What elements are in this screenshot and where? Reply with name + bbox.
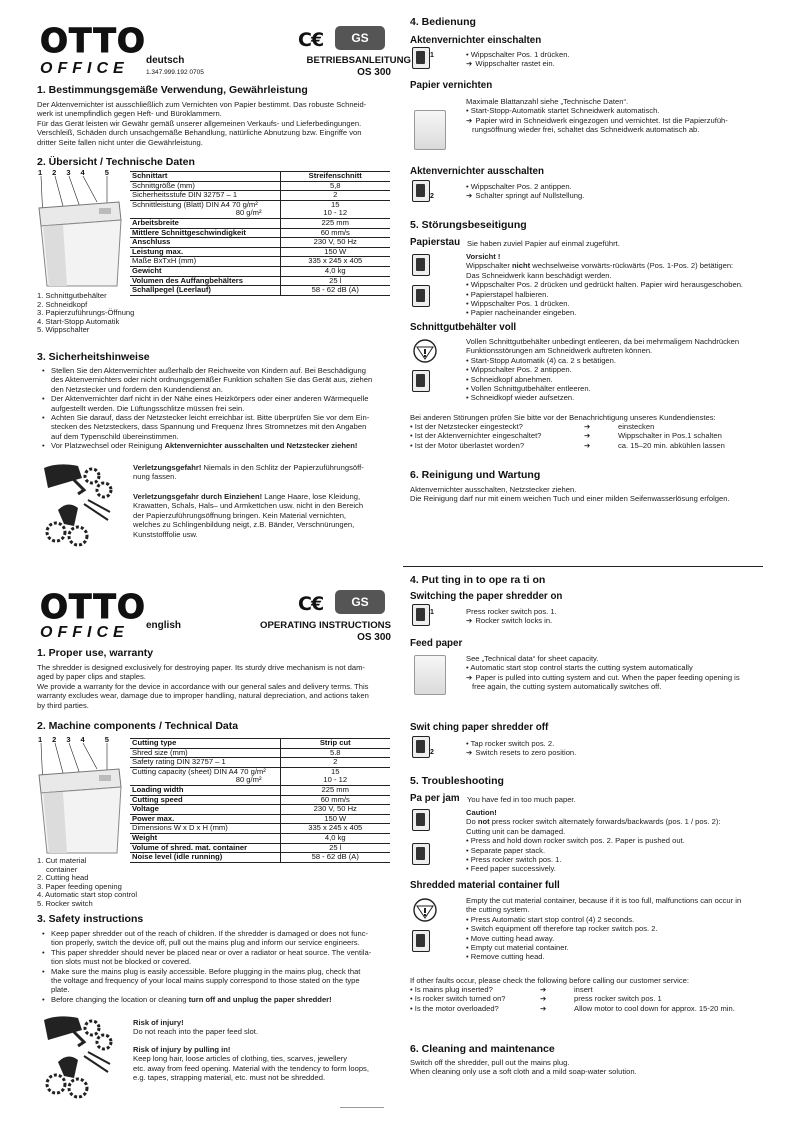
section-5-title: 5. Troubleshooting — [410, 775, 504, 787]
ce-mark: C€ — [298, 593, 324, 615]
section-1-text: The shredder is designed exclusively for destroying paper. Its sturdy drive mechanism is not dam- aged by paper clips and staples. We provide a warranty for the device in accordance with our general sales and delivery terms. This warranty excludes wear, damage due to improper handling, natural depreciation, and actions taken by third parties. — [37, 663, 369, 710]
warning-2: Verletzungsgefahr durch Einziehen! Lange Haare, lose Kleidung, Krawatten, Schals, Hals– und Armkettchen usw. nicht in den Bereich der Papierzuführungsöffnung bringen. Kein Material vernichten, welches zu Schlingenbildung neigt, z.B. Bänder, Verschnürungen, Kunststofffolie usw. — [133, 492, 364, 539]
feed-paper-text: See „Technical data“ for sheet capacity. • Automatic start stop control starts the cutting system automatically ➔ Paper is pulled into cutting system and cut. When the paper feeding opening is free again, the cutting system automatically switches off. — [466, 654, 786, 692]
feed-paper-title: Papier vernichten — [410, 80, 493, 91]
ce-mark: C€ — [298, 29, 324, 51]
parts-list: 1. Schnittgutbehälter 2. Schneidkopf 3. Papierzuführungs-Öffnung 4. Start-Stopp Automatik 5. Wippschalter — [37, 291, 135, 335]
section-2-title: 2. Übersicht / Technische Daten — [37, 156, 195, 168]
warning-hand-icon — [38, 460, 118, 550]
pos-label: 1 — [430, 609, 434, 616]
container-full-text: Empty the cut material container, because if it is too full, malfunctions can occur in the cutting system. • Press Automatic start stop control (4) 2 seconds. • Switch equipment off therefore tap rocker switch pos. 2. • Move cutting head away. • Empty cut material container. • Remove cutting head. — [466, 896, 742, 962]
feed-paper-text: Maximale Blattanzahl siehe „Technische Daten“. • Start-Stopp-Automatik startet Schneidwerk automatisch. ➔ Papier wird in Schneidwerk eingezogen und vernichtet. Ist die Papierzufüh- rungsöffnung wieder frei, schaltet das Schneidwerk automatisch ab. — [466, 97, 766, 135]
section-1-title: 1. Bestimmungsgemäße Verwendung, Gewährleistung — [37, 84, 308, 96]
rocker-switch-icon — [412, 285, 430, 307]
part-numbers: 1 2 3 4 5 — [38, 168, 109, 177]
rocker-switch-icon — [412, 843, 430, 865]
other-faults-intro: Bei anderen Störungen prüfen Sie bitte vor der Benachrichtigung unseres Kundendienstes: — [410, 413, 716, 422]
doc-title: OPERATING INSTRUCTIONS — [260, 620, 391, 631]
logo-otto: OTTO — [40, 21, 146, 60]
checklist: • Ist der Netzstecker eingesteckt?➔ einstecken • Ist der Aktenvernichter eingeschaltet?➔ Wippschalter in Pos.1 schalten • Ist der Motor überlastet worden?➔ ca. 15–20 min. abkühlen lassen — [410, 422, 790, 450]
pos-label: 2 — [430, 193, 434, 200]
pos-label: 1 — [430, 52, 434, 59]
container-full-title: Shredded material container full — [410, 880, 560, 891]
warning-1: Verletzungsgefahr! Niemals in den Schlitz der Papierzuführungsöff- nung fassen. — [133, 463, 364, 482]
safety-list: • Keep paper shredder out of the reach of children. If the shredder is damaged or does not func- tion properly, switch the device off, pull out the mains plug and inform our service engineers. • This paper shredder should never be placed near or over a radiator or heat source. The ventila- tion slots must not be blocked or covered. • Make sure the mains plug is easily accessible. Before plugging in the mains plug, check that the voltage and frequency of your local mains supply correspond to those stated on the type plate. • Before changing the location or cleaning turn off and unplug the paper shredder! — [40, 929, 396, 1004]
paper-jam-title: Pa per jam — [410, 793, 460, 804]
safety-list: • Stellen Sie den Aktenvernichter außerhalb der Reichweite von Kindern auf. Bei Beschädigung des Aktenvernichters oder nicht ordnungsgemäßer Funktion schalten Sie das Gerät aus, ziehen den Netzstecker und fordern den Kundendienst an. • Der Aktenvernichter darf nicht in der Nähe eines Heizkörpers oder einer anderen Wärmequelle aufgestellt werden. Die Lüftungsschlitze müssen frei sein. • Achten Sie darauf, dass der Netzstecker leicht erreichbar ist. Bitte überprüfen Sie vor dem Ein- stecken des Netzsteckers, dass Spannung und Frequenz Ihres Stromnetzes mit den Angaben auf dem Typenschild übereinstimmen. • Vor Platzwechsel oder Reinigung Aktenvernichter ausschalten und Netzstecker ziehen! — [40, 366, 396, 451]
gs-mark: GS — [335, 26, 385, 50]
switch-on-title: Aktenvernichter einschalten — [410, 35, 542, 46]
section-3-title: 3. Sicherheitshinweise — [37, 351, 150, 363]
paper-jam-title: Papierstau — [410, 237, 461, 248]
rocker-switch-icon — [412, 180, 430, 202]
rocker-switch-icon — [412, 930, 430, 952]
warning-2: Risk of injury by pulling in! Keep long hair, loose articles of clothing, ties, scarves, jewellery etc. away from feed opening. Material with the tendency to form loops, e.g. tapes, strapping material, etc. must not be shredded. — [133, 1045, 369, 1083]
paper-jam-subtitle: You have fed in too much paper. — [467, 795, 576, 804]
switch-off-text: • Tap rocker switch pos. 2. ➔ Switch resets to zero position. — [466, 739, 766, 758]
rocker-switch-icon — [412, 47, 430, 69]
pos-label: 2 — [430, 749, 434, 756]
section-5-title: 5. Störungsbeseitigung — [410, 219, 527, 231]
section-1-text: Der Aktenvernichter ist ausschließlich zum Vernichten von Papier bestimmt. Das robuste Schneid- werk ist unempfindlich gegen Heft- und Büroklammern. Für das Gerät leisten wir Gewähr gemäß unserer allgemeinen Verkaufs- und Lieferbedingungen. Verschleiß, Schäden durch unsachgemäße Behandlung, natürliche Abnutzung bzw. Eingriffe von dritter Seite fallen nicht unter die Gewährleistung. — [37, 100, 367, 147]
article-number: 1.347.999.192 0705 — [146, 69, 204, 76]
switch-on-text: Press rocker switch pos. 1. ➔ Rocker switch locks in. — [466, 607, 766, 626]
model-name: OS 300 — [357, 67, 391, 78]
switch-on-text: • Wippschalter Pos. 1 drücken. ➔ Wippschalter rastet ein. — [466, 50, 766, 69]
container-full-title: Schnittgutbehälter voll — [410, 322, 517, 333]
tech-data-table: Schnittart Streifenschnitt Schnittgröße (mm) 5,8 Sicherheitsstufe DIN 32757 – 1 2 Schnittleistung (Blatt) DIN A4 70 g/m² 15 80 g/m² 10 - 12 Arbeitsbreite 225 mm Mittlere Schnittgeschwindigkeit 60 mm/s Anschluss 230 V, 50 Hz Leistung max. 150 W Maße BxTxH (mm) 335 x 245 x 405 Gewicht 4,0 kg Volumen des Auffangbehälters 25 l Schallpegel (Leerlauf) 58 - 62 dB (A) — [130, 171, 390, 296]
page-en — [0, 567, 802, 1134]
section-6-title-visible: 6. Cleaning and maintenance — [410, 1043, 555, 1055]
switch-off-title: Aktenvernichter ausschalten — [410, 166, 544, 177]
shredder-small-icon — [414, 655, 446, 695]
language-label: deutsch — [146, 55, 185, 66]
warning-hand-icon — [38, 1012, 118, 1102]
tech-data-table: Cutting type Strip cut Shred size (mm) 5.8 Safety rating DIN 32757 – 1 2 Cutting capacity (sheet) DIN A4 70 g/m² 15 80 g/m² 10 - 12 Loading width 225 mm Cutting speed 60 mm/s Voltage 230 V, 50 Hz Power max. 150 W Dimensions W x D x H (mm) 335 x 245 x 405 Weight 4,0 kg Volume of shred. mat. container 25 l Noise level (idle running) 58 - 62 dB (A) — [130, 738, 390, 863]
paper-jam-text: Vorsicht ! Wippschalter nicht wechselweise vorwärts-rückwärts (Pos. 1-Pos. 2) betätigen: Das Schneidwerk kann beschädigt werden. • Wippschalter Pos. 2 drücken und gedrückt halten. Papier wird herausgeschoben. • Papierstapel halbieren. • Wippschalter Pos. 1 drücken. • Papier nacheinander eingeben. — [466, 252, 744, 318]
other-faults-intro: If other faults occur, please check the following before calling our customer service: — [410, 976, 689, 985]
part-numbers: 1 2 3 4 5 — [38, 735, 109, 744]
section-6-text: Aktenvernichter ausschalten, Netzstecker ziehen. Die Reinigung darf nur mit einem weichen Tuch und einer milden Seifenwasserlösung erfolgen. — [410, 485, 730, 504]
rocker-switch-icon — [412, 604, 430, 626]
section-4-title: 4. Bedienung — [410, 16, 476, 28]
caution-icon — [412, 897, 438, 923]
paper-jam-subtitle: Sie haben zuviel Papier auf einmal zugeführt. — [467, 239, 620, 248]
paper-jam-text: Caution! Do not press rocker switch alternately forwards/backwards (pos. 1 / pos. 2): Cutting unit can be damaged. • Press and hold down rocker switch pos. 2. Paper is pushed out. • Separate paper stack. • Press rocker switch pos. 1. • Feed paper successively. — [466, 808, 721, 874]
section-2-title: 2. Machine components / Technical Data — [37, 720, 239, 732]
rocker-switch-icon — [412, 370, 430, 392]
switch-on-title: Switching the paper shredder on — [410, 591, 563, 602]
language-label: english — [146, 620, 182, 631]
container-full-text: Vollen Schnittgutbehälter unbedingt entleeren, da bei mehrmaligem Nachdrücken Funktionsstörungen am Schneidwerk auftreten können. • Start-Stopp Automatik (4) ca. 2 s betätigen. • Wippschalter Pos. 2 antippen. • Schneidkopf abnehmen. • Vollen Schnittgutbehälter entleeren. • Schneidkopf wieder aufsetzen. — [466, 337, 740, 403]
logo-office: OFFICE — [40, 624, 129, 641]
section-6-title: 6. Reinigung und Wartung — [410, 469, 541, 481]
section-1-title: 1. Proper use, warranty — [37, 647, 154, 659]
caution-icon — [412, 338, 438, 364]
feed-paper-title: Feed paper — [410, 638, 463, 649]
rocker-switch-icon — [412, 736, 430, 758]
parts-list: 1. Cut material container 2. Cutting head 3. Paper feeding opening 4. Automatic start stop control 5. Rocker switch — [37, 856, 138, 908]
doc-title: BETRIEBSANLEITUNG — [306, 55, 411, 66]
section-4-title: 4. Put ting in to ope ra ti on — [410, 574, 546, 586]
shredder-illustration — [33, 743, 125, 855]
bottom-line — [340, 1107, 384, 1108]
gs-mark: GS — [335, 590, 385, 614]
checklist: • Is mains plug inserted?➔ insert • Is rocker switch turned on?➔ press rocker switch pos. 1 • Is the motor overloaded?➔ Allow motor to cool down for approx. 15-20 min. — [410, 985, 790, 1013]
logo-office: OFFICE — [40, 60, 129, 77]
no-switch-icon — [412, 809, 430, 831]
shredder-illustration — [33, 176, 125, 288]
model-name: OS 300 — [357, 632, 391, 643]
section-6-text: Switch off the shredder, pull out the mains plug. When cleaning only use a soft cloth and a mild soap-water solution. — [410, 1058, 637, 1077]
section-3-title: 3. Safety instructions — [37, 913, 144, 925]
switch-off-title: Swit ching paper shredder off — [410, 722, 549, 733]
shredder-small-icon — [414, 110, 446, 150]
no-switch-icon — [412, 254, 430, 276]
warning-1: Risk of injury! Do not reach into the paper feed slot. — [133, 1018, 258, 1037]
logo-otto: OTTO — [40, 587, 146, 626]
switch-off-text: • Wippschalter Pos. 2 antippen. ➔ Schalter springt auf Nullstellung. — [466, 182, 766, 201]
